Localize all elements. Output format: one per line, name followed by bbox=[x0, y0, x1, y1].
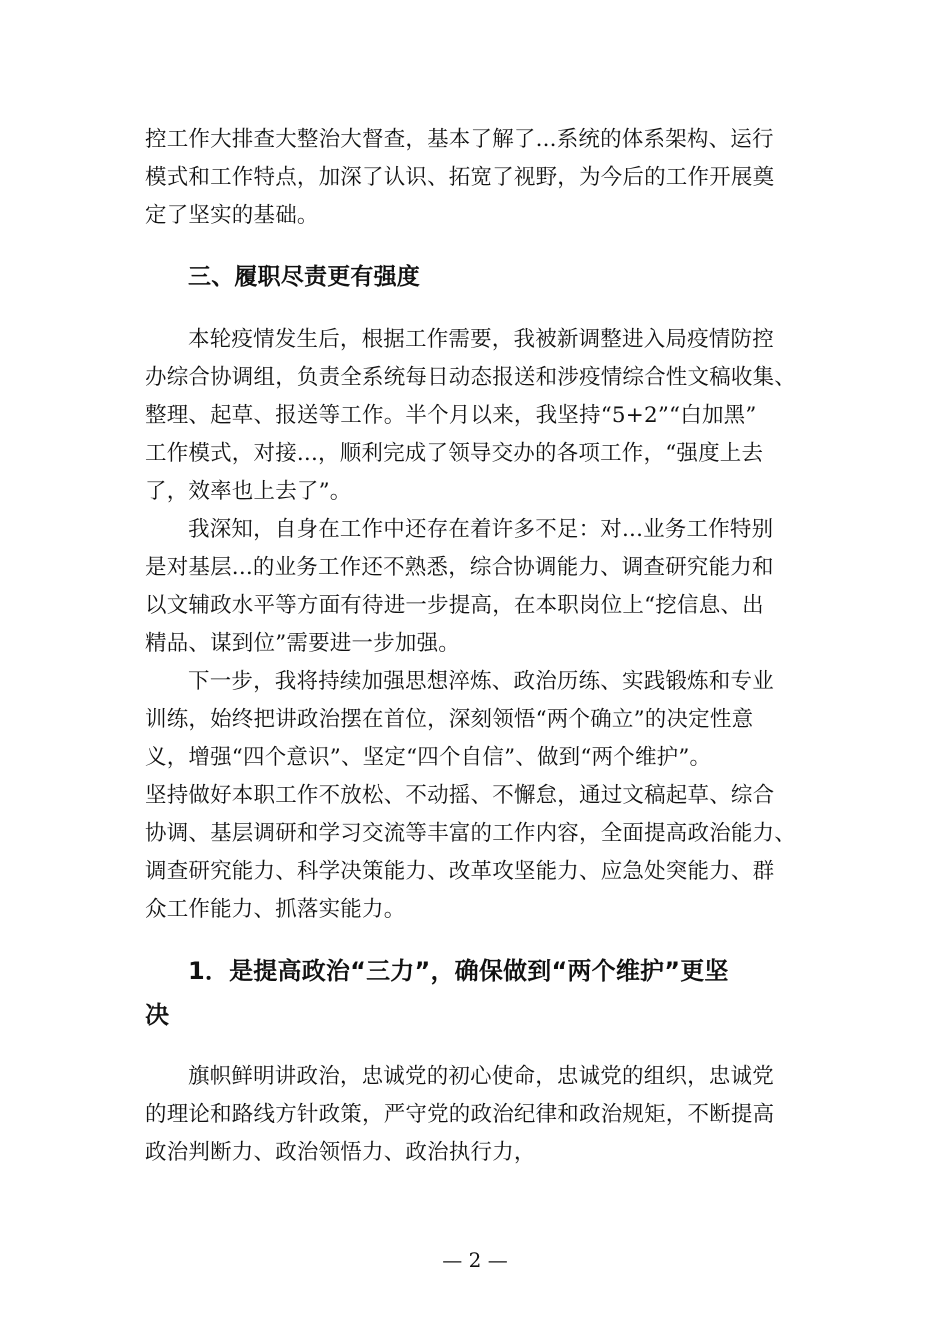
paragraph-line: 是对基层...的业务工作还不熟悉，综合协调能力、调查研究能力和 bbox=[145, 555, 774, 580]
paragraph-line: 整理、起草、报送等工作。半个月以来，我坚持“5+2”“白加黑” bbox=[145, 403, 757, 428]
paragraph-line: 政治判断力、政治领悟力、政治执行力， bbox=[145, 1140, 536, 1165]
page-number: — 2 — bbox=[442, 1248, 508, 1272]
paragraph-line: 调查研究能力、科学决策能力、改革攻坚能力、应急处突能力、群 bbox=[145, 859, 775, 884]
paragraph-line: 以文辅政水平等方面有待进一步提高，在本职岗位上“挖信息、出 bbox=[145, 593, 764, 618]
paragraph-line: 了，效率也上去了”。 bbox=[145, 479, 352, 504]
subsection-heading: 1．是提高政治“三力”，确保做到“两个维护”更坚 bbox=[188, 957, 729, 985]
paragraph-line: 旗帜鲜明讲政治，忠诚党的初心使命，忠诚党的组织，忠诚党 bbox=[188, 1064, 774, 1089]
paragraph-line: 工作模式，对接...，顺利完成了领导交办的各项工作，“强度上去 bbox=[145, 441, 764, 466]
paragraph-line: 众工作能力、抓落实能力。 bbox=[145, 897, 406, 922]
paragraph-line: 坚持做好本职工作不放松、不动摇、不懈怠，通过文稿起草、综合 bbox=[145, 783, 775, 808]
subsection-heading-continued: 决 bbox=[145, 1001, 170, 1029]
paragraph-line: 精品、谋到位”需要进一步加强。 bbox=[145, 631, 460, 656]
paragraph-line: 我深知，自身在工作中还存在着许多不足：对...业务工作特别 bbox=[188, 517, 774, 542]
paragraph-line: 的理论和路线方针政策，严守党的政治纪律和政治规矩，不断提高 bbox=[145, 1102, 775, 1127]
paragraph-line: 本轮疫情发生后，根据工作需要，我被新调整进入局疫情防控 bbox=[188, 327, 774, 352]
paragraph-line: 控工作大排查大整治大督查，基本了解了...系统的体系架构、运行 bbox=[145, 127, 774, 152]
section-heading: 三、履职尽责更有强度 bbox=[188, 264, 420, 290]
paragraph-line: 模式和工作特点，加深了认识、拓宽了视野，为今后的工作开展奠 bbox=[145, 165, 775, 190]
paragraph-line: 下一步，我将持续加强思想淬炼、政治历练、实践锻炼和专业 bbox=[188, 669, 774, 694]
paragraph-line: 协调、基层调研和学习交流等丰富的工作内容，全面提高政治能力、 bbox=[145, 821, 797, 846]
paragraph-line: 训练，始终把讲政治摆在首位，深刻领悟“两个确立”的决定性意 bbox=[145, 707, 754, 732]
paragraph-line: 定了坚实的基础。 bbox=[145, 203, 319, 228]
paragraph-line: 义，增强“四个意识”、坚定“四个自信”、做到“两个维护”。 bbox=[145, 745, 712, 770]
paragraph-line: 办综合协调组，负责全系统每日动态报送和涉疫情综合性文稿收集、 bbox=[145, 365, 797, 390]
